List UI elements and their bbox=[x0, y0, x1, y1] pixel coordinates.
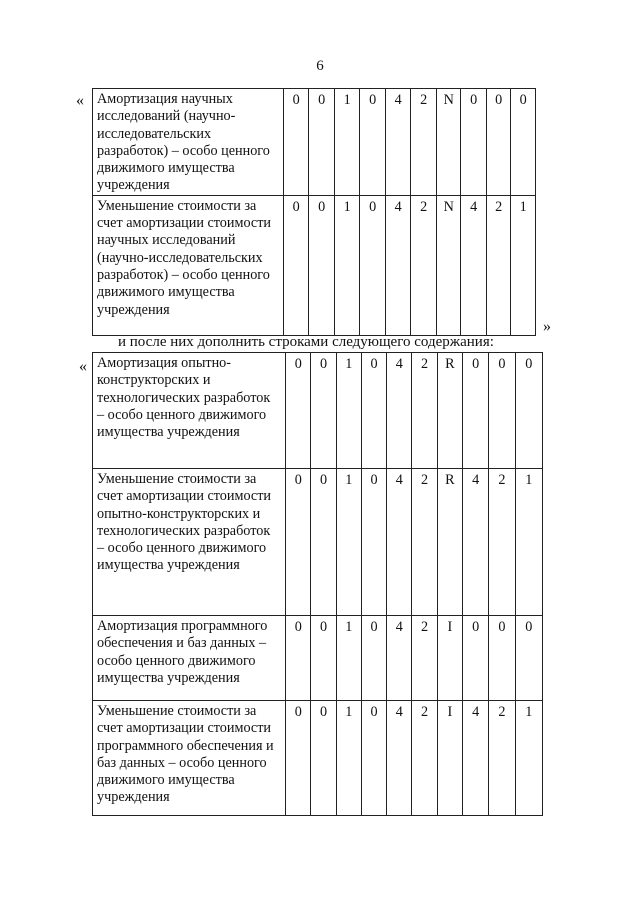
code-digit: 0 bbox=[361, 616, 386, 701]
open-quote-1: « bbox=[76, 92, 84, 109]
code-digit: 4 bbox=[385, 89, 411, 196]
code-digit: 0 bbox=[461, 89, 487, 196]
code-digit: 1 bbox=[336, 701, 361, 816]
code-digit: 0 bbox=[360, 89, 386, 196]
intro-text: и после них дополнить строками следующего содержания: bbox=[118, 334, 494, 350]
code-digit: 0 bbox=[309, 89, 335, 196]
code-digit: 0 bbox=[309, 195, 335, 335]
code-digit: 0 bbox=[463, 353, 489, 469]
code-digit: R bbox=[437, 353, 462, 469]
row-label: Амортизация программного обеспечения и баз данных – особо ценного движимого имущества учреждения bbox=[93, 616, 286, 701]
table-row bbox=[93, 195, 536, 335]
code-digit: 0 bbox=[489, 616, 515, 701]
code-digit: 0 bbox=[515, 616, 542, 701]
code-digit: 1 bbox=[515, 701, 542, 816]
code-digit: 2 bbox=[412, 353, 437, 469]
code-digit: 4 bbox=[387, 469, 412, 616]
code-digit: 2 bbox=[486, 195, 510, 335]
code-digit: 0 bbox=[286, 469, 311, 616]
table-row bbox=[93, 616, 543, 701]
code-digit: 0 bbox=[489, 353, 515, 469]
code-digit: 4 bbox=[463, 701, 489, 816]
open-quote-2: « bbox=[79, 358, 87, 375]
table-row bbox=[93, 89, 536, 196]
code-digit: 4 bbox=[387, 701, 412, 816]
code-digit: 4 bbox=[385, 195, 411, 335]
code-digit: 2 bbox=[411, 89, 437, 196]
table-row bbox=[93, 469, 543, 616]
code-digit: 0 bbox=[515, 353, 542, 469]
code-digit: I bbox=[437, 701, 462, 816]
code-digit: 1 bbox=[511, 195, 536, 335]
code-digit: 0 bbox=[311, 616, 336, 701]
code-digit: 4 bbox=[387, 353, 412, 469]
row-label: Амортизация опытно-конструкторских и технологических разработок – особо ценного движимого имущества учреждения bbox=[93, 353, 286, 469]
row-label: Уменьшение стоимости за счет амортизации стоимости научных исследований (научно-исследовательских разработок) – особо ценного движимого имущества учреждения bbox=[93, 195, 284, 335]
table-row bbox=[93, 701, 543, 816]
code-digit: 0 bbox=[360, 195, 386, 335]
code-digit: 1 bbox=[334, 89, 360, 196]
code-digit: I bbox=[437, 616, 462, 701]
row-label: Амортизация научных исследований (научно-исследовательских разработок) – особо ценного движимого имущества учреждения bbox=[93, 89, 284, 196]
code-digit: N bbox=[436, 89, 460, 196]
code-digit: R bbox=[437, 469, 462, 616]
code-digit: 1 bbox=[336, 616, 361, 701]
code-digit: 0 bbox=[361, 353, 386, 469]
code-digit: 0 bbox=[286, 353, 311, 469]
code-digit: 2 bbox=[412, 616, 437, 701]
code-digit: 4 bbox=[463, 469, 489, 616]
code-digit: 0 bbox=[311, 469, 336, 616]
code-digit: 0 bbox=[283, 195, 309, 335]
code-digit: 4 bbox=[461, 195, 487, 335]
code-digit: 1 bbox=[334, 195, 360, 335]
code-digit: 0 bbox=[361, 469, 386, 616]
code-digit: 0 bbox=[286, 616, 311, 701]
code-digit: 2 bbox=[489, 701, 515, 816]
code-digit: 1 bbox=[515, 469, 542, 616]
code-digit: 1 bbox=[336, 469, 361, 616]
code-digit: N bbox=[436, 195, 460, 335]
table-2 bbox=[92, 352, 543, 816]
table-row bbox=[93, 353, 543, 469]
code-digit: 2 bbox=[412, 701, 437, 816]
row-label: Уменьшение стоимости за счет амортизации стоимости программного обеспечения и баз данных – особо ценного движимого имущества учреждения bbox=[93, 701, 286, 816]
code-digit: 0 bbox=[486, 89, 510, 196]
code-digit: 4 bbox=[387, 616, 412, 701]
code-digit: 0 bbox=[463, 616, 489, 701]
code-digit: 0 bbox=[286, 701, 311, 816]
page-number: 6 bbox=[316, 58, 324, 74]
code-digit: 1 bbox=[336, 353, 361, 469]
code-digit: 0 bbox=[361, 701, 386, 816]
row-label: Уменьшение стоимости за счет амортизации стоимости опытно-конструкторских и технологических разработок – особо ценного движимого имущества учреждения bbox=[93, 469, 286, 616]
close-quote: » bbox=[543, 318, 551, 335]
code-digit: 0 bbox=[311, 353, 336, 469]
code-digit: 0 bbox=[283, 89, 309, 196]
code-digit: 2 bbox=[411, 195, 437, 335]
code-digit: 0 bbox=[511, 89, 536, 196]
code-digit: 2 bbox=[489, 469, 515, 616]
code-digit: 2 bbox=[412, 469, 437, 616]
table-1 bbox=[92, 88, 536, 336]
code-digit: 0 bbox=[311, 701, 336, 816]
